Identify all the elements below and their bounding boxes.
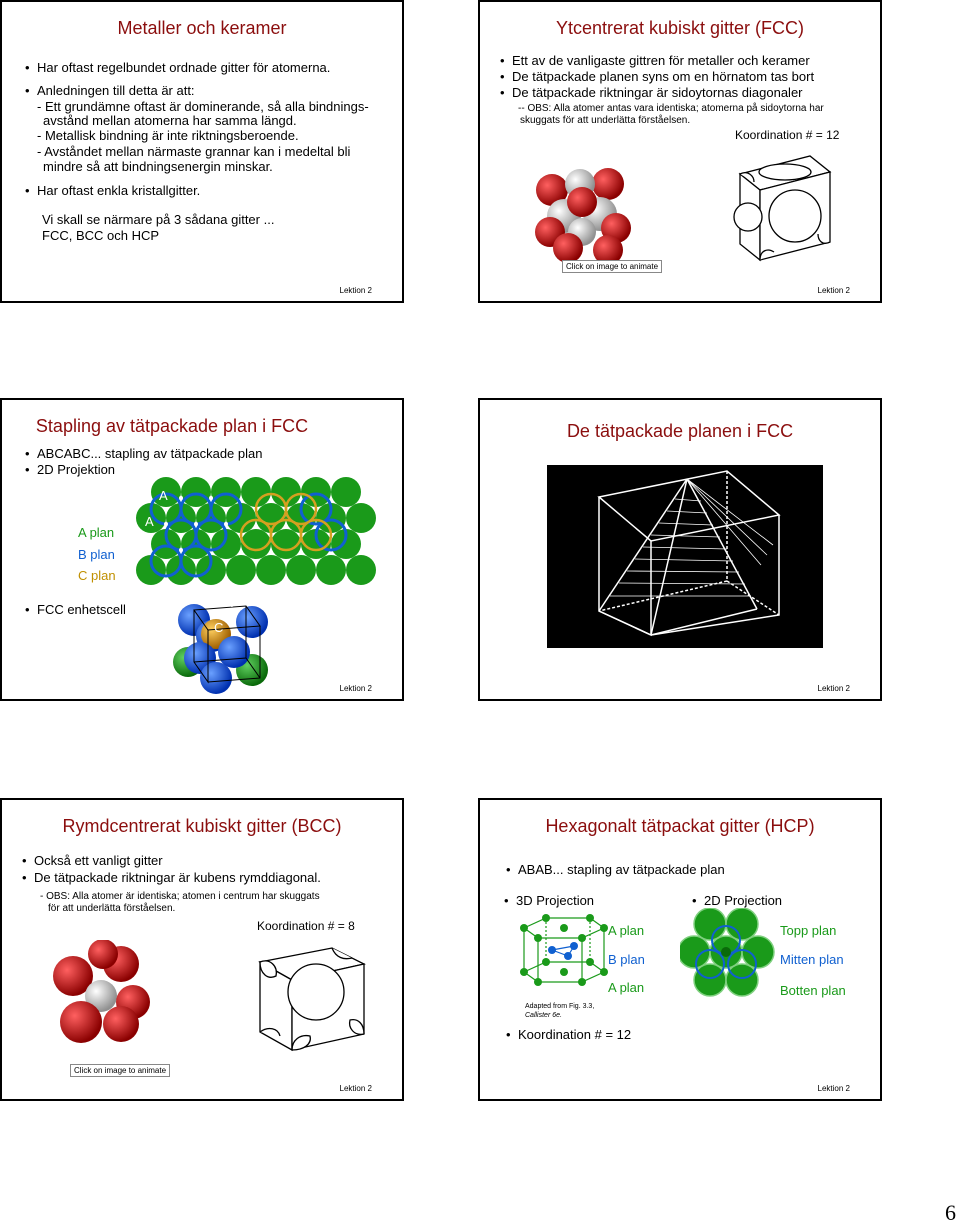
bullet: • Också ett vanligt gitter: [34, 853, 163, 869]
obs-note: -- OBS: Alla atomer antas vara identiska; atomerna på sidoytorna har: [518, 103, 824, 114]
b-plan-label: B plan: [608, 952, 645, 967]
lattice-label-a: A: [145, 514, 154, 529]
botten-plan-label: Botten plan: [780, 983, 846, 998]
obs-note: skuggats för att underlätta förståelsen.: [520, 115, 691, 126]
slide-fcc: [478, 0, 882, 303]
fcc-cell-drawing: [718, 152, 838, 267]
slide-footer: Lektion 2: [339, 1084, 372, 1093]
slide-hcp: [478, 798, 882, 1101]
bullet: • ABAB... stapling av tätpackade plan: [518, 862, 725, 878]
slide-title: De tätpackade planen i FCC: [566, 421, 794, 441]
paragraph: Vi skall se närmare på 3 sådana gitter ...: [42, 212, 275, 227]
bullet: • ABCABC... stapling av tätpackade plan: [37, 446, 262, 462]
animate-button[interactable]: Click on image to animate: [70, 1064, 170, 1077]
coordination-number: Koordination # = 8: [257, 919, 355, 933]
b-plan-label: B plan: [78, 547, 115, 562]
bullet: • 2D Projektion: [37, 462, 115, 478]
bcc-cell-drawing: [252, 940, 372, 1055]
bullet: • De tätpackade riktningar är kubens rymddiagonal.: [34, 870, 321, 886]
fcc-sphere-model[interactable]: [530, 162, 640, 272]
bullet: • FCC enhetscell: [37, 602, 126, 618]
detail-line: avstånd mellan atomerna har samma längd.: [43, 113, 297, 128]
animate-button[interactable]: Click on image to animate: [562, 260, 662, 273]
obs-note: för att underlätta förståelsen.: [48, 903, 176, 914]
bullet: • Har oftast enkla kristallgitter.: [37, 183, 200, 199]
a-plan-top-label: A plan: [608, 923, 645, 938]
fcc-planes-wireframe: [547, 465, 823, 648]
slide-footer: Lektion 2: [817, 286, 850, 295]
slide-title: Ytcentrerat kubiskt gitter (FCC): [555, 18, 805, 38]
bullet: • Anledningen till detta är att:: [37, 83, 195, 99]
cell-label-c: C: [214, 620, 224, 635]
slide-title: Rymdcentrerat kubiskt gitter (BCC): [62, 816, 342, 836]
page-number: 6: [945, 1200, 956, 1225]
slide-title: Metaller och keramer: [117, 18, 287, 38]
bullet: • Koordination # = 12: [518, 1027, 631, 1043]
detail-line: - Metallisk bindning är inte riktningsberoende.: [37, 128, 299, 143]
topp-plan-label: Topp plan: [780, 923, 837, 938]
slide-footer: Lektion 2: [817, 1084, 850, 1093]
adapted-from-note: Callister 6e.: [525, 1012, 562, 1019]
hcp-2d-projection: [680, 908, 780, 998]
slide-bcc: [0, 798, 404, 1101]
slide-title: Stapling av tätpackade plan i FCC: [35, 416, 309, 436]
slide-metaller-och-keramer: [0, 0, 404, 303]
paragraph: FCC, BCC och HCP: [42, 228, 160, 243]
slide-stapling: [0, 398, 404, 701]
slide-footer: Lektion 2: [339, 286, 372, 295]
bullet: • De tätpackade riktningar är sidoytornas diagonaler: [512, 85, 803, 101]
adapted-from-note: Adapted from Fig. 3.3,: [525, 1003, 595, 1010]
detail-line: - Ett grundämne oftast är dominerande, så alla bindnings-: [37, 99, 369, 114]
hcp-3d-projection: [516, 914, 608, 992]
bullet: • Ett av de vanligaste gittren för metaller och keramer: [512, 53, 810, 69]
bcc-sphere-model[interactable]: [47, 940, 157, 1060]
lattice-label-a: A: [159, 488, 168, 503]
bullet: • 3D Projection: [516, 893, 594, 909]
cell-label-a: A: [224, 595, 233, 610]
slide-footer: Lektion 2: [817, 684, 850, 693]
obs-note: - OBS: Alla atomer är identiska; atomen i centrum har skuggats: [40, 891, 320, 902]
bullet: • De tätpackade planen syns om en hörnatom tas bort: [512, 69, 814, 85]
a-plan-label: A plan: [78, 525, 115, 540]
bullet: • Har oftast regelbundet ordnade gitter för atomerna.: [37, 60, 330, 76]
detail-line: - Avståndet mellan närmaste grannar kan i medeltal bli: [37, 144, 351, 159]
slide-footer: Lektion 2: [339, 684, 372, 693]
detail-line: mindre så att bindningsenergin minskar.: [43, 159, 273, 174]
a-plan-bottom-label: A plan: [608, 980, 645, 995]
slide-tatpackade-planen: [478, 398, 882, 701]
bullet: • 2D Projection: [704, 893, 782, 909]
slide-title: Hexagonalt tätpackat gitter (HCP): [545, 816, 815, 836]
coordination-number: Koordination # = 12: [735, 128, 840, 142]
c-plan-label: C plan: [78, 568, 116, 583]
mitten-plan-label: Mitten plan: [780, 952, 844, 967]
cell-label-b: B: [221, 608, 230, 623]
